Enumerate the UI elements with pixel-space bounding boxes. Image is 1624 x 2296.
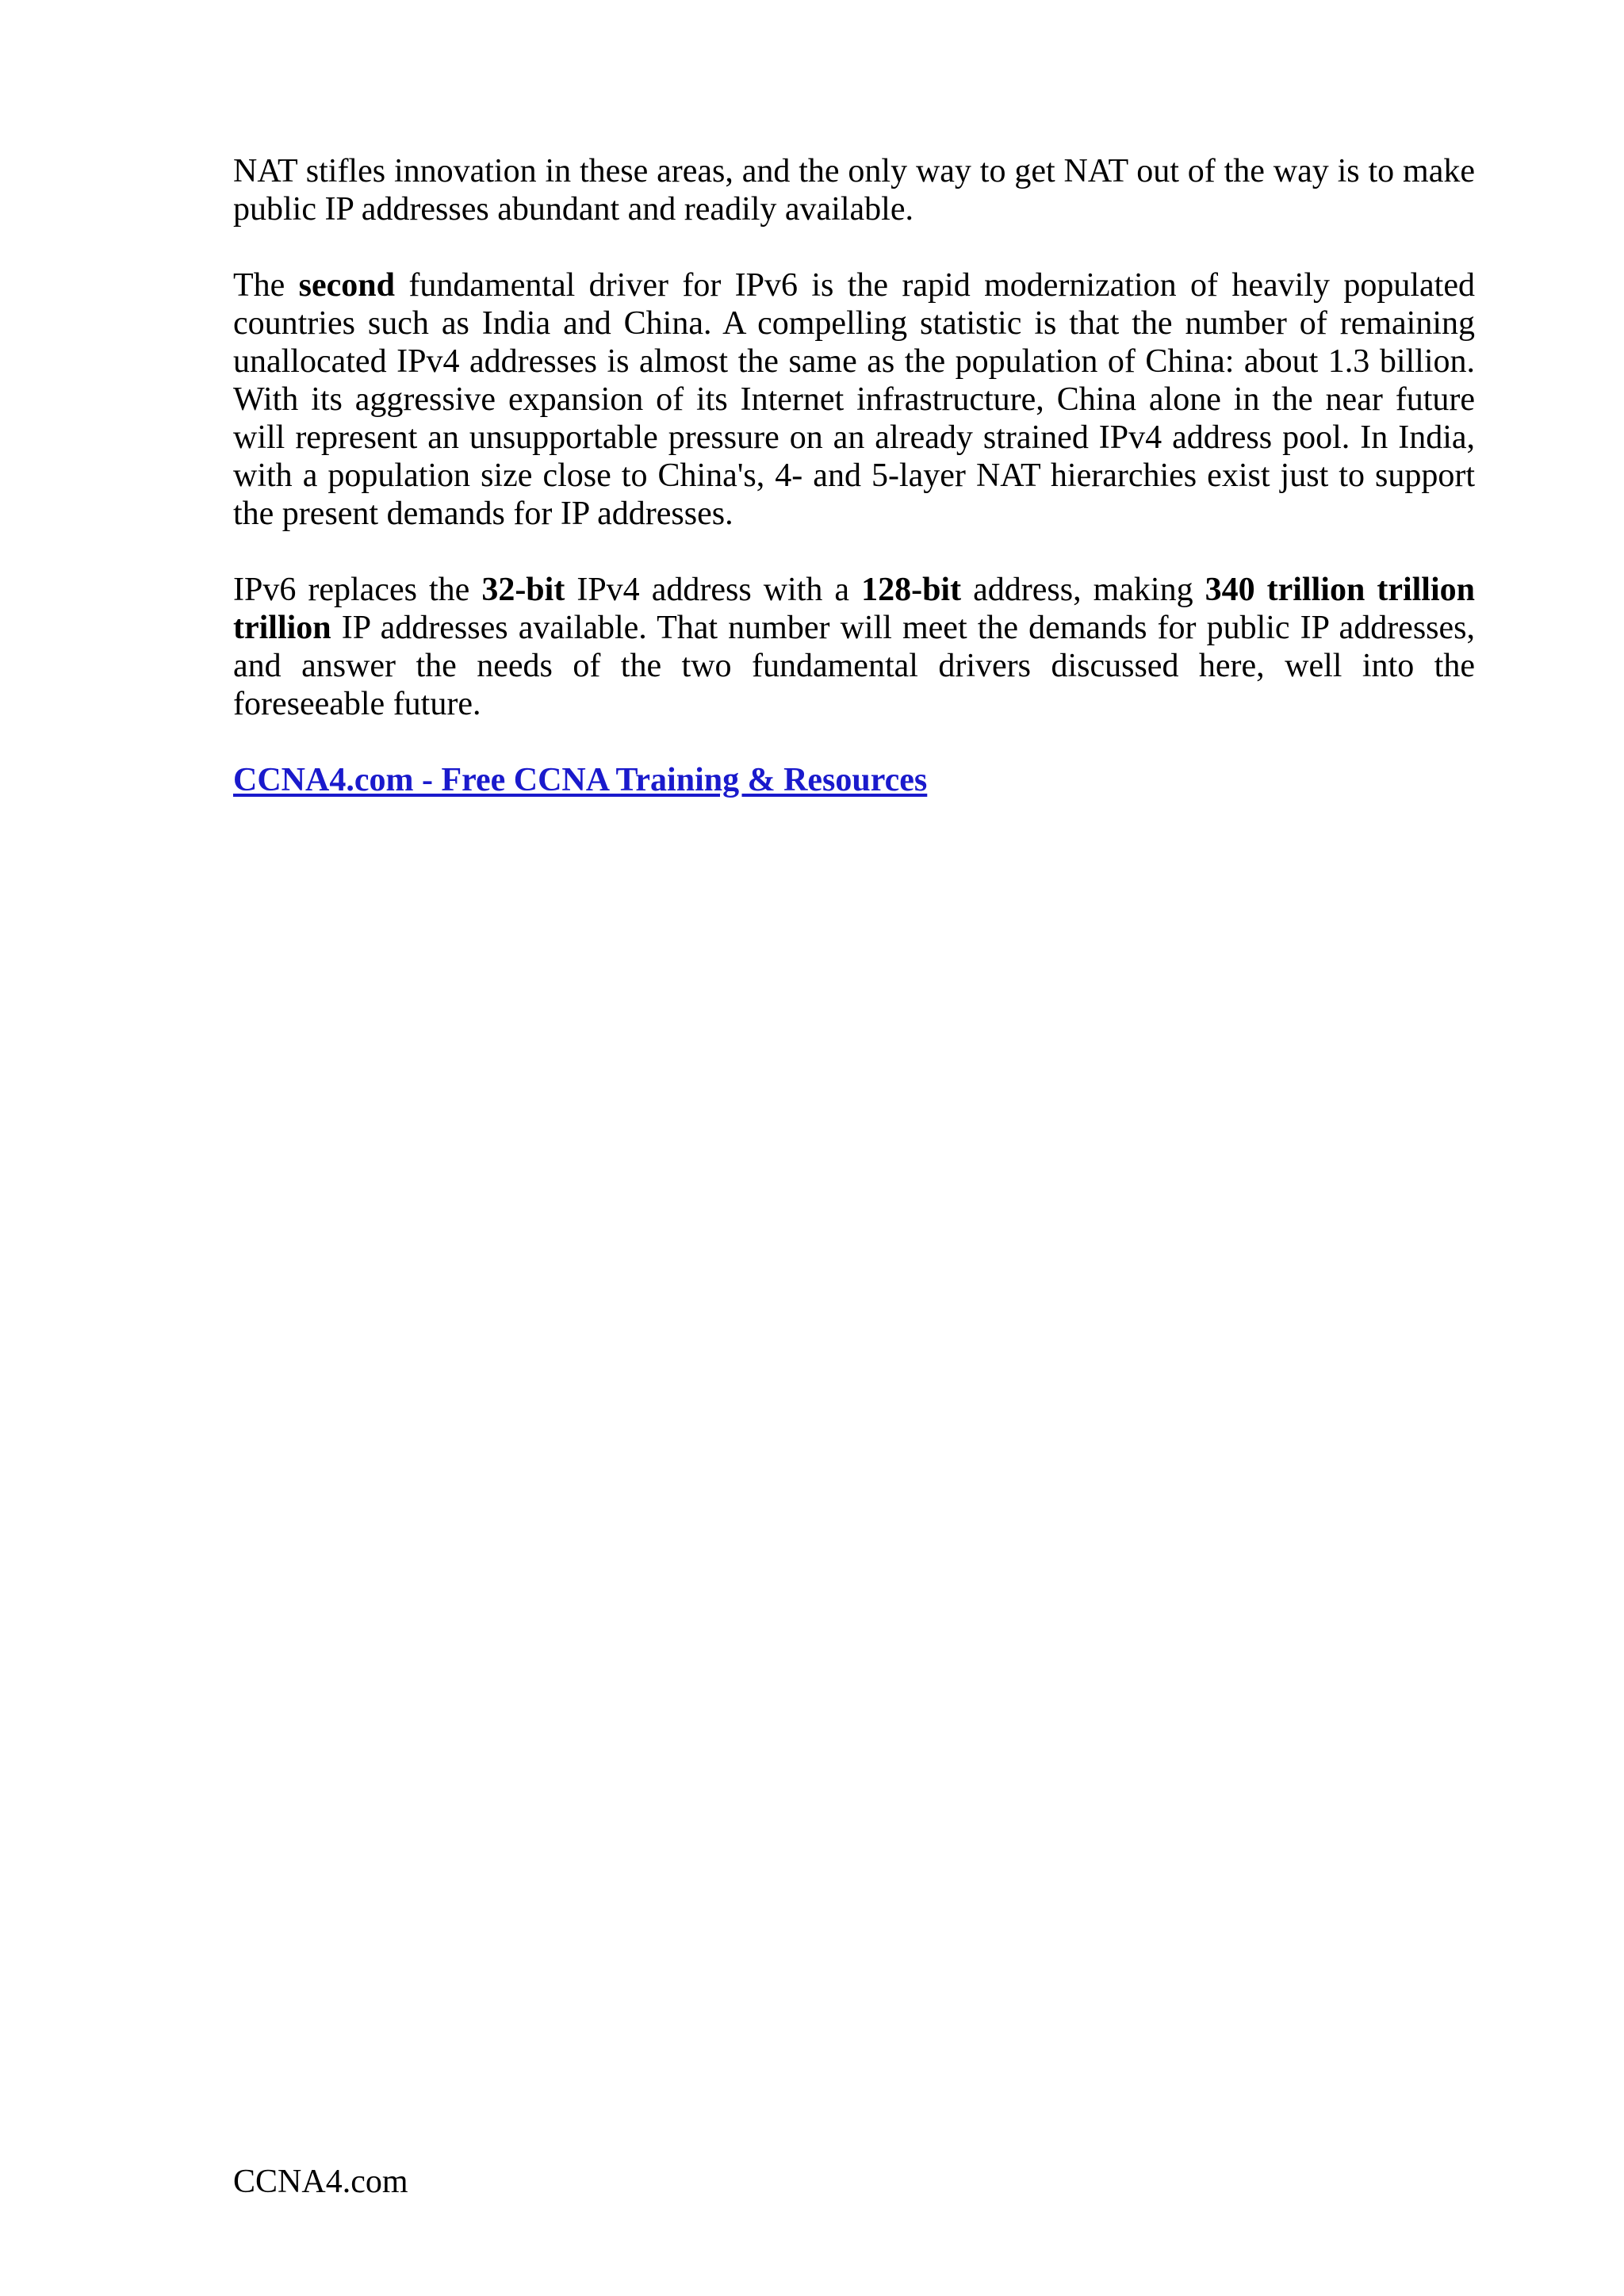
page-footer: CCNA4.com (233, 2164, 408, 2200)
paragraph-nat-innovation: NAT stifles innovation in these areas, and the only way to get NAT out of the way is to make public IP addresses abundant and readily available. (233, 153, 1475, 228)
link-paragraph (233, 761, 1475, 799)
paragraph-text: The (233, 267, 299, 304)
paragraph-text: address, making (961, 572, 1205, 608)
bold-emphasis: 128-bit (861, 572, 962, 608)
document-body (233, 152, 1475, 837)
bold-emphasis: 340 trillion trillion trillion (233, 572, 1475, 646)
paragraph-text: IPv6 replaces the (233, 572, 482, 608)
paragraph-text: IPv4 address with a (565, 572, 862, 608)
bold-emphasis: second (298, 267, 396, 304)
paragraph-ipv6-address-space (233, 571, 1475, 723)
paragraph-second-driver (233, 266, 1475, 533)
paragraph-text: IP addresses available. That number will meet the demands for public IP addresses, and answer the needs of the two fundamental drivers discussed here, well into the foreseeable future. (233, 610, 1475, 722)
paragraph-text: fundamental driver for IPv6 is the rapid modernization of heavily populated countries such as India and China. A compelling statistic is that the number of remaining unallocated IPv4 addresses is almost the same as the population of China: about 1.3 billion. With its aggressive expansion of its Internet infrastructure, China alone in the near future will represent an unsupportable pressure on an already strained IPv4 address pool. In India, with a population size close to China's, 4- and 5-layer NAT hierarchies exist just to support the present demands for IP addresses. (233, 267, 1475, 532)
bold-emphasis: 32-bit (481, 572, 565, 608)
ccna4-resources-link[interactable]: CCNA4.com - Free CCNA Training & Resources (233, 762, 928, 798)
